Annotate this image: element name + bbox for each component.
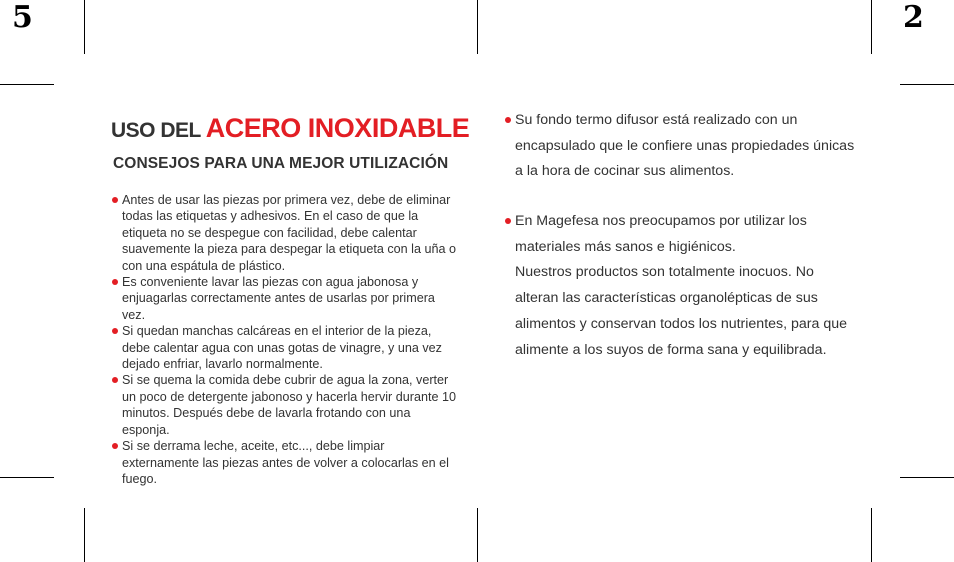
crop-mark-top-left — [0, 84, 54, 85]
list-item — [112, 438, 457, 487]
tip-text: Si quedan manchas calcáreas en el interior de la pieza, debe calentar agua con unas gotas de vinagre, y una vez dejado enfriar, lavarlo normalmente. — [122, 324, 442, 372]
crop-mark-right-bottom — [871, 508, 872, 562]
list-item — [112, 192, 457, 274]
title-highlight: ACERO INOXIDABLE — [205, 113, 470, 143]
crop-mark-bottom-right — [900, 477, 954, 478]
paragraph-continued: Nuestros productos son totalmente inocuos. No alteran las características organolépticas de sus alimentos y conservan todos los nutrientes, para que alimente a los suyos de forma sana y equilibrada. — [515, 264, 848, 358]
right-paragraph-1 — [505, 108, 855, 185]
bullet-icon — [112, 279, 118, 285]
crop-mark-center-bottom — [477, 508, 478, 562]
list-item — [112, 274, 457, 323]
bullet-icon — [112, 377, 118, 383]
list-item — [112, 323, 457, 372]
bullet-icon — [112, 328, 118, 334]
page-subtitle: CONSEJOS PARA UNA MEJOR UTILIZACIÓN — [113, 155, 449, 172]
tip-text: Es conveniente lavar las piezas con agua jabonosa y enjuagarlas correctamente antes de usarlas por primera vez. — [122, 275, 435, 322]
tip-text: Si se quema la comida debe cubrir de agua la zona, verter un poco de detergente jabonoso y hacerla hervir durante 10 minutos. Después debe de lavarla frotando con una esponja. — [122, 373, 456, 437]
crop-mark-center-top — [477, 0, 478, 54]
bullet-icon — [112, 443, 118, 449]
tip-text: Antes de usar las piezas por primera vez, debe de eliminar todas las etiquetas y adhesivos. En el caso de que la etiqueta no se despegue con facilidad, debe calentar suavemente la pieza para despegar la etiqueta con la uña o con una espátula de plástico. — [122, 193, 456, 273]
crop-mark-left-bottom — [84, 508, 85, 562]
bullet-icon — [505, 218, 511, 224]
page-number-left: 5 — [12, 0, 33, 35]
page-number-right: 2 — [903, 0, 924, 35]
bullet-icon — [505, 117, 511, 123]
tips-list — [112, 192, 457, 487]
tip-text: Si se derrama leche, aceite, etc..., debe limpiar externamente las piezas antes de volver a colocarlas en el fuego. — [122, 439, 449, 486]
paragraph-text: Su fondo termo difusor está realizado con un encapsulado que le confiere unas propiedades únicas a la hora de cocinar sus alimentos. — [515, 112, 855, 180]
crop-mark-top-right — [900, 84, 954, 85]
page-title — [111, 112, 469, 149]
crop-mark-bottom-left — [0, 477, 54, 478]
bullet-icon — [112, 197, 118, 203]
paragraph-text: En Magefesa nos preocupamos por utilizar los materiales más sanos e higiénicos. — [515, 213, 807, 255]
right-paragraph-2 — [505, 209, 855, 363]
list-item — [112, 372, 457, 438]
crop-mark-right-top — [871, 0, 872, 54]
crop-mark-left-top — [84, 0, 85, 54]
title-prefix: USO DEL — [111, 119, 206, 142]
